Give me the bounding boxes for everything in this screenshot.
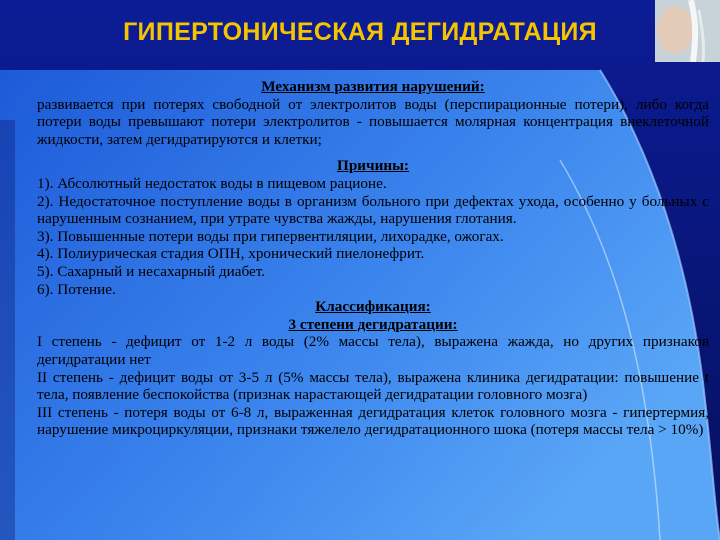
degree-item: I степень - дефицит от 1-2 л воды (2% массы тела), выражена жажда, но других признаков дегидратации нет — [37, 333, 709, 368]
slide-title: ГИПЕРТОНИЧЕСКАЯ ДЕГИДРАТАЦИЯ — [123, 18, 597, 46]
cause-item: 4). Полиурическая стадия ОПН, хронический пиелонефрит. — [37, 245, 425, 263]
classification-subheading: 3 степени дегидратации: — [288, 315, 458, 333]
causes-heading: Причины: — [337, 157, 409, 175]
cause-item: 2). Недостаточное поступление воды в организм больного при дефектах ухода, особенно у больных с нарушенным сознанием, при утрате чувства жажды, нарушения глотания. — [37, 192, 709, 228]
degree-item: II степень - дефицит воды от 3-5 л (5% массы тела), выражена клиника дегидратации: повышение t тела, появление беспокойства (признак нарастающей дегидратации головного мозга) — [37, 368, 709, 404]
mechanism-heading: Механизм развития нарушений: — [261, 78, 485, 95]
cause-item: 3). Повышенные потери воды при гипервентиляции, лихорадке, ожогах. — [37, 227, 504, 245]
degree-item: III степень - потеря воды от 6-8 л, выраженная дегидратация клеток головного мозга - гипертермия, нарушение микроциркуляции, признаки тяжелело дегидратационного шока (потеря массы тела > 10%) — [37, 403, 709, 439]
slide-body — [37, 78, 709, 439]
cause-item: 6). Потение. — [37, 280, 116, 298]
classification-heading: Классификация: — [315, 298, 431, 316]
mechanism-text: развивается при потерях свободной от электролитов воды (перспирационные потери), либо когда потери воды превышают потери электролитов - повышается молярная концентрация внеклеточной жидкости, затем дегидратируются и клетки; — [37, 95, 709, 148]
cause-item: 5). Сахарный и несахарный диабет. — [37, 262, 266, 280]
cause-item: 1). Абсолютный недостаток воды в пищевом рационе. — [37, 174, 387, 192]
